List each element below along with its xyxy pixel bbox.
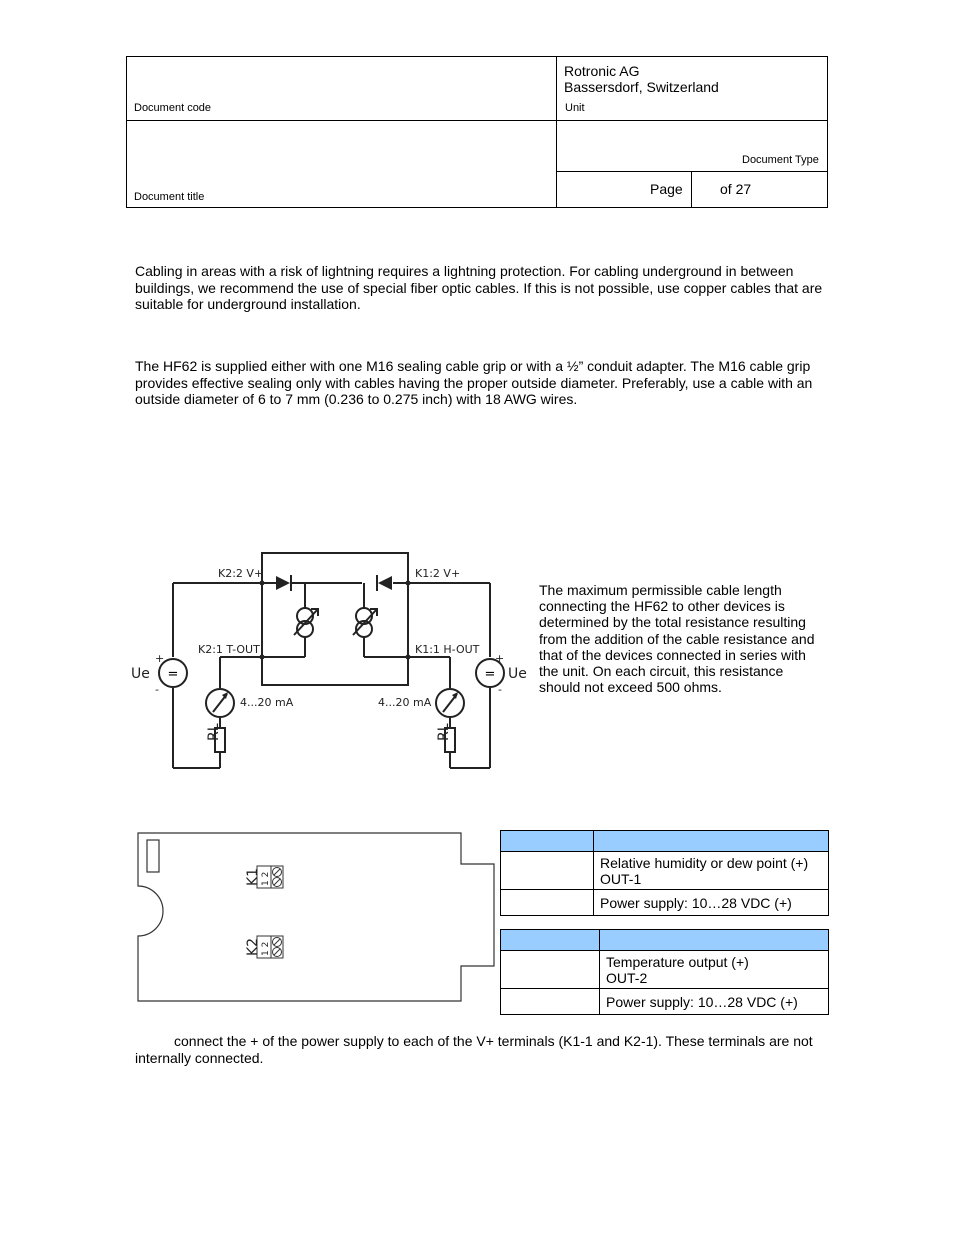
company-location: Bassersdorf, Switzerland bbox=[564, 79, 719, 95]
label-ma-right: 4...20 mA bbox=[378, 696, 432, 709]
page-label: Page bbox=[650, 181, 683, 197]
board-layout bbox=[130, 825, 500, 1010]
label-rl-right: RL bbox=[436, 723, 452, 741]
terminal-cell bbox=[501, 951, 600, 989]
document-title-label: Document title bbox=[134, 191, 205, 203]
sensor-box bbox=[262, 553, 408, 685]
current-source-right-icon bbox=[353, 608, 377, 637]
company-name: Rotronic AG bbox=[564, 63, 640, 79]
board-label-k2: K2 bbox=[245, 937, 261, 956]
meter-right-icon bbox=[436, 689, 464, 717]
supply-symbol: = bbox=[484, 667, 496, 682]
label-k1-hout: K1:1 H-OUT bbox=[415, 643, 480, 656]
current-source-left-icon bbox=[294, 608, 318, 637]
terminal-table-k2 bbox=[500, 929, 829, 1015]
meter-left-icon bbox=[206, 689, 234, 717]
label-k2-tout: K2:1 T-OUT bbox=[198, 643, 260, 656]
wiring-diagram bbox=[125, 545, 535, 780]
supply-symbol: = bbox=[167, 667, 179, 682]
label-ue-right: Ue bbox=[508, 666, 527, 682]
label-k2-vplus: K2:2 V+ bbox=[218, 567, 264, 580]
terminal-cell bbox=[501, 890, 594, 916]
diode-left-icon bbox=[276, 575, 291, 591]
terminal-function: Temperature output (+) OUT-2 bbox=[600, 951, 829, 989]
board-connector bbox=[147, 840, 159, 872]
plus-right: + bbox=[495, 652, 505, 665]
terminal-cell bbox=[501, 989, 600, 1015]
document-code-label: Document code bbox=[134, 102, 212, 114]
terminal-table-k1 bbox=[500, 830, 829, 916]
wiring-note bbox=[135, 1033, 825, 1066]
header-divider bbox=[556, 57, 557, 208]
diode-right-icon bbox=[377, 575, 392, 591]
label-rl-left: RL bbox=[206, 723, 222, 741]
k1-pin-numbers: 1 2 bbox=[261, 871, 271, 886]
header-divider bbox=[127, 120, 827, 121]
minus-left: - bbox=[155, 683, 159, 696]
document-type-label: Document Type bbox=[742, 154, 819, 166]
board-label-k1: K1 bbox=[245, 867, 261, 886]
label-ma-left: 4...20 mA bbox=[240, 696, 294, 709]
cable-grip-paragraph: The HF62 is supplied either with one M16 sealing cable grip or with a ½” conduit adapter. The M16 cable grip provides effective sealing only with cables having the proper outside diameter. Preferably, use a cable with an outside diameter of 6 to 7 mm (0.236 to 0.275 inch) with 18 AWG wires. bbox=[135, 358, 813, 407]
terminal-cell bbox=[501, 852, 594, 890]
cable-length-paragraph: The maximum permissible cable length connecting the HF62 to other devices is determined by the total resistance resulting from the addition of the cable resistance and that of the devices connected in series with the unit. On each circuit, this resistance should not exceed 500 ohms. bbox=[539, 582, 815, 696]
header-divider bbox=[691, 171, 692, 208]
lightning-paragraph: Cabling in areas with a risk of lightning requires a lightning protection. For cabling underground in between buildings, we recommend the use of special fiber optic cables. If this is not possible, use copper cables that are suitable for underground installation. bbox=[135, 263, 823, 312]
page-count: of 27 bbox=[720, 181, 752, 197]
wiring-note-text: connect the + of the power supply to each of the V+ terminals (K1-1 and K2-1). These terminals are not internally connected. bbox=[135, 1033, 813, 1066]
label-k1-vplus: K1:2 V+ bbox=[415, 567, 461, 580]
terminal-function: Relative humidity or dew point (+) OUT-1 bbox=[594, 852, 829, 890]
unit-label: Unit bbox=[565, 102, 585, 114]
k2-pin-numbers: 1 2 bbox=[261, 941, 271, 956]
terminal-function: Power supply: 10…28 VDC (+) bbox=[600, 989, 829, 1015]
minus-right: - bbox=[498, 683, 502, 696]
label-ue-left: Ue bbox=[131, 666, 150, 682]
terminal-function: Power supply: 10…28 VDC (+) bbox=[594, 890, 829, 916]
plus-left: + bbox=[155, 652, 165, 665]
